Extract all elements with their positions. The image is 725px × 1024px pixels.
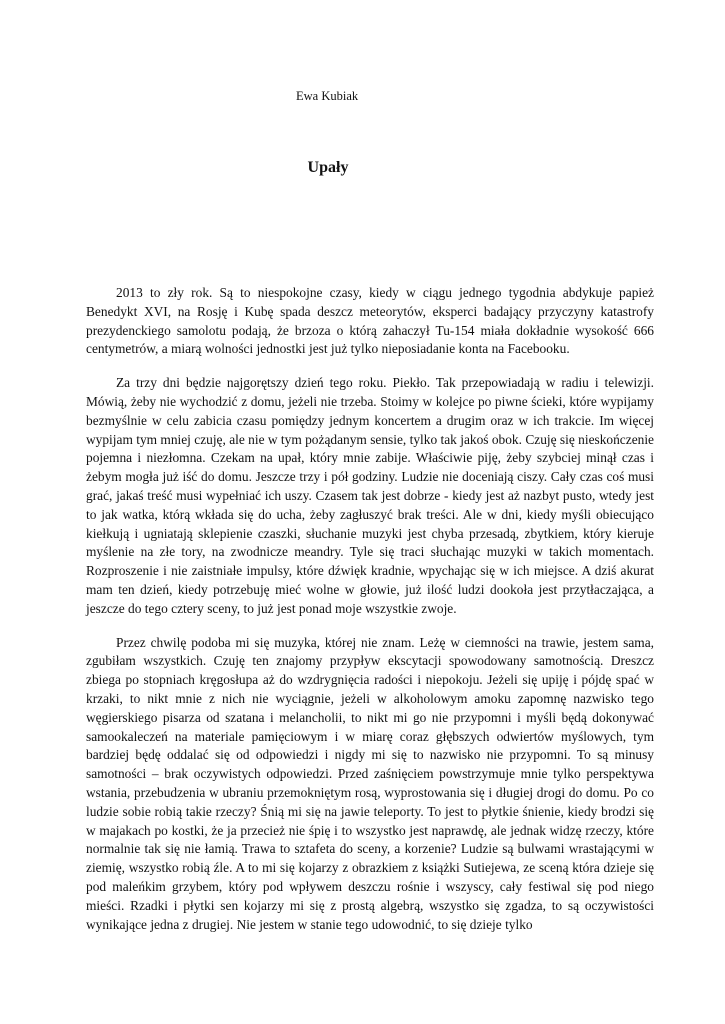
author-name: Ewa Kubiak — [296, 89, 359, 103]
story-body — [86, 284, 654, 934]
paragraph-2: Za trzy dni będzie najgorętszy dzień tego roku. Piekło. Tak przepowiadają w radiu i telewizji. Mówią, żeby nie wychodzić z domu, jeżeli nie trzeba. Stoimy w kolejce po piwne ścieki, które wypijamy bezmyślnie w celu zabicia czasu pomiędzy jednym koncertem a drugim oraz w ich trakcie. Im więcej wypijam tym mniej czuję, ale nie w tym pożądanym sensie, tylko tak jakoś obok. Czuję się nieskończenie pojemna i niezłomna. Czekam na upał, który mnie zabije. Właściwie piję, żeby szybciej minął czas i żebym mogła już iść do domu. Jeszcze trzy i pół godziny. Ludzie nie doceniają ciszy. Cały czas coś musi grać, jakaś treść musi wypełniać ich uszy. Czasem tak jest dobrze - kiedy jest aż nazbyt pusto, wtedy jest to jak watka, którą wkłada się do ucha, żeby zagłuszyć brak treści. Ale w dni, kiedy myśli obiecująco kiełkują i ugniatają sklepienie czaszki, słuchanie muzyki jest chyba przesadą, zbytkiem, który kieruje myślenie na złe tory, na zwodnicze meandry. Tyle się traci słuchając muzyki w takich momentach. Rozproszenie i nie zaistniałe impulsy, które dźwięk kradnie, wpychając się w ich miejsce. A dziś akurat mam ten dzień, kiedy potrzebuję mieć wolne w głowie, już ilość ludzi dookoła jest przytłaczająca, a jeszcze do tego cztery sceny, to już jest ponad moje wszystkie zwoje. — [86, 375, 654, 616]
paragraph-1: 2013 to zły rok. Są to niespokojne czasy, kiedy w ciągu jednego tygodnia abdykuje papież Benedykt XVI, na Rosję i Kubę spada deszcz meteorytów, eksperci badający przyczyny katastrofy prezydenckiego samolotu podają, że brzoza o którą zahaczył Tu-154 miała dokładnie wysokość 666 centymetrów, a miarą wolności jednostki jest już tylko nieposiadanie konta na Facebooku. — [86, 285, 654, 357]
paragraph-3: Przez chwilę podoba mi się muzyka, której nie znam. Leżę w ciemności na trawie, jestem sama, zgubiłam wszystkich. Czuję ten znajomy przypływ ekscytacji spowodowany samotnością. Dreszcz zbiega po stopniach kręgosłupa aż do wzdrygnięcia radości i niepokoju. Jeżeli się upiję i pójdę spać w krzaki, to nikt mnie z nich nie wyciągnie, jeżeli w alkoholowym amoku zapomnę nazwisko tego węgierskiego pisarza od szatana i melancholii, to nikt mi go nie przypomni i myśli będą dokonywać samookaleczeń na materiale pamięciowym i w miarę coraz głębszych odwiertów myślowych, tym bardziej będę oddalać się od odpowiedzi i nigdy mi się to nazwisko nie przypomni. To są minusy samotności – brak oczywistych odpowiedzi. Przed zaśnięciem powstrzymuje mnie tylko perspektywa wstania, przebudzenia w ubraniu przemokniętym rosą, wyprostowania się i długiej drogi do domu. Po co ludzie sobie robią takie rzeczy? Śnią mi się na jawie teleporty. To jest to płytkie śnienie, kiedy brodzi się w majakach po kostki, że ja przecież nie śpię i to wszystko jest naprawdę, ale jednak widzę rzeczy, które normalnie tak się nie łamią. Trawa to sztafeta do sceny, a korzenie? Ludzie są bulwami wrastającymi w ziemię, wszystko robią źle. A to mi się kojarzy z obrazkiem z książki Sutiejewa, ze sceną która dzieje się pod maleńkim grzybem, który pod wpływem deszczu rośnie i wszyscy, cały festiwal się pod niego mieści. Rzadki i płytki sen kojarzy mi się z prostą algebrą, wszystko się zgadza, to są oczywistości wynikające jedna z drugiej. Nie jestem w stanie tego udowodnić, to się dzieje tylko — [86, 634, 654, 932]
story-title: Upały — [307, 159, 349, 176]
